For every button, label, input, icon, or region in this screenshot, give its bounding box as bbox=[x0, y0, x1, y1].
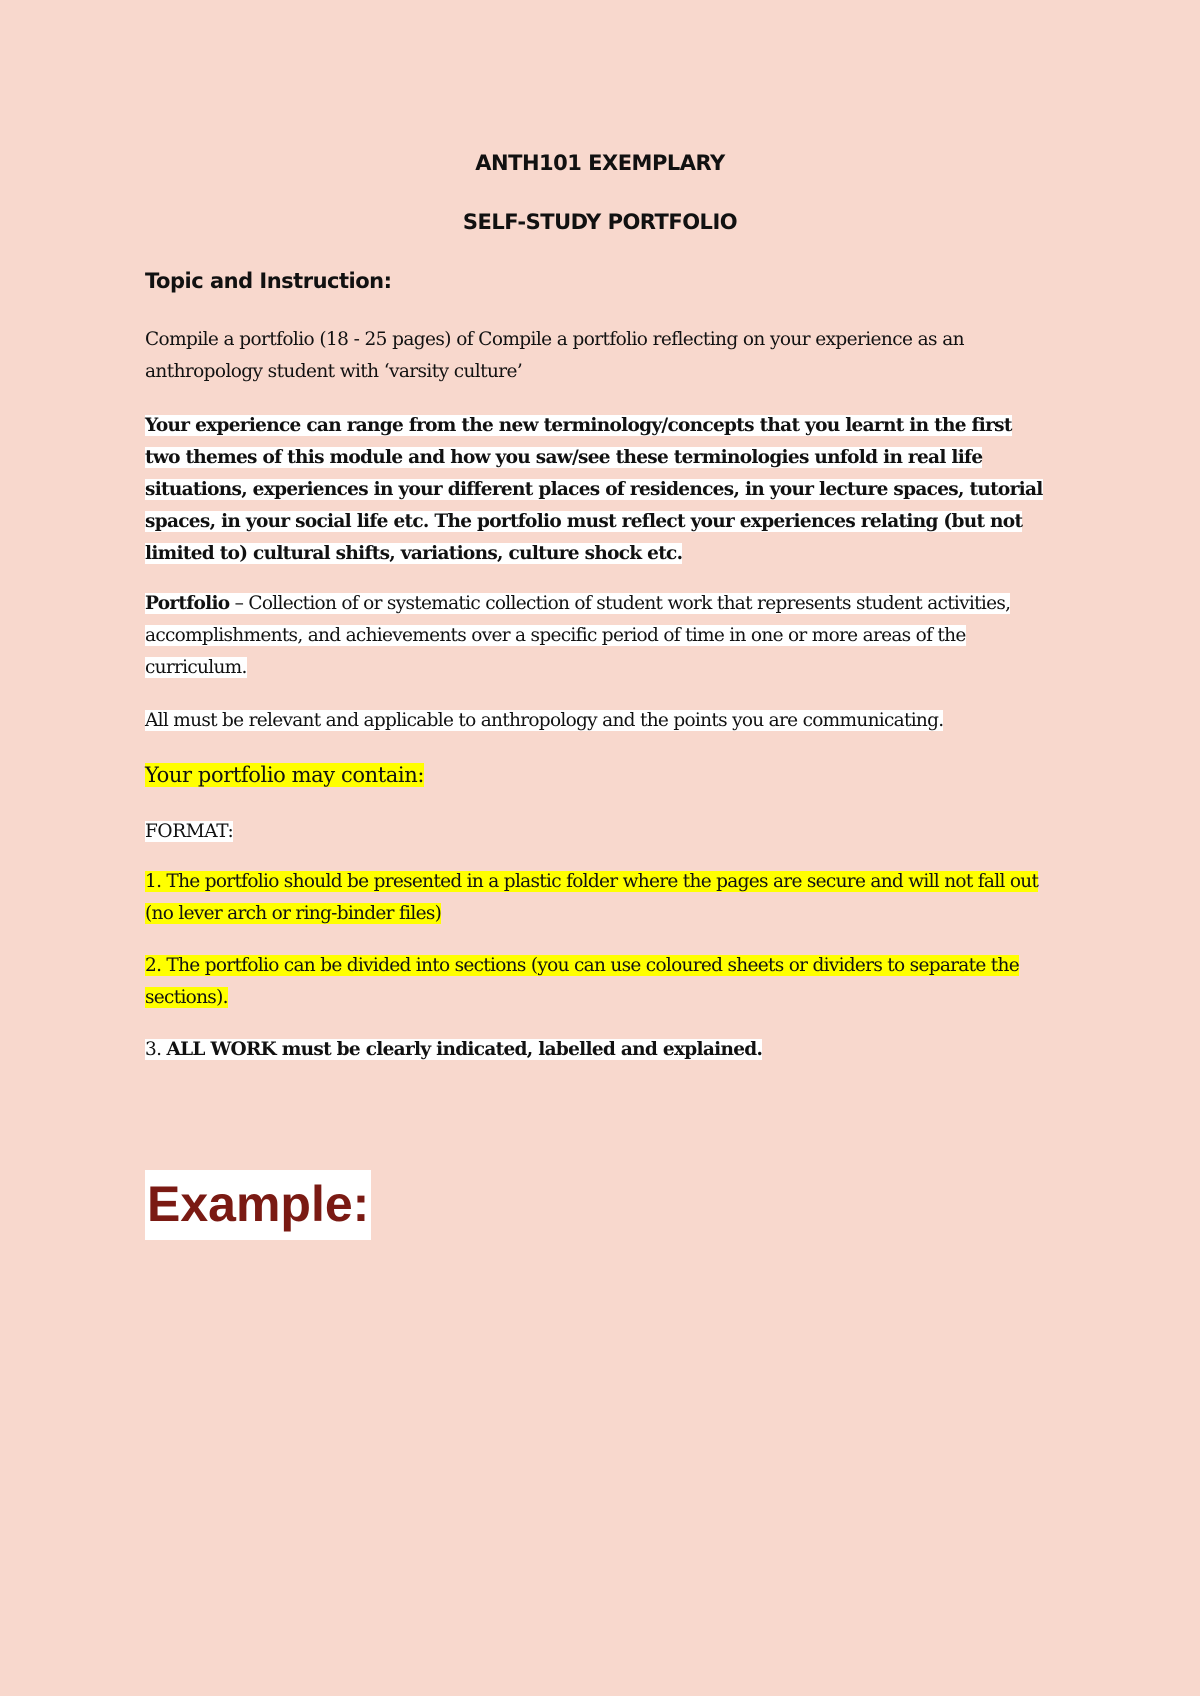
compile-text: Compile a portfolio (18 - 25 pages) of Compile a portfolio reflecting on your experience as an anthropology student with ‘varsity culture’ bbox=[145, 329, 964, 382]
format-item-3-text: ALL WORK must be clearly indicated, labelled and explained. bbox=[166, 1039, 763, 1060]
format-item-2 bbox=[145, 950, 1045, 1014]
document-title-line1: ANTH101 EXEMPLARY bbox=[475, 151, 725, 175]
relevant-paragraph bbox=[145, 705, 1045, 737]
may-contain-heading bbox=[145, 760, 1045, 790]
format-text: FORMAT: bbox=[145, 821, 234, 842]
may-contain-text: Your portfolio may contain: bbox=[145, 763, 425, 787]
format-item-2-text: 2. The portfolio can be divided into sections (you can use coloured sheets or dividers to separate the sections). bbox=[145, 955, 1019, 1008]
format-item-3-number: 3. bbox=[145, 1039, 167, 1060]
portfolio-term: Portfolio bbox=[145, 593, 230, 614]
topic-heading: Topic and Instruction: bbox=[145, 269, 392, 293]
format-item-3 bbox=[145, 1034, 1045, 1066]
portfolio-definition-paragraph bbox=[145, 588, 1045, 684]
experience-paragraph bbox=[145, 410, 1045, 570]
example-label: Example: bbox=[145, 1170, 371, 1240]
portfolio-definition: – Collection of or systematic collection of student work that represents student activities, accomplishments, and achievements over a specific period of time in one or more areas of the curriculum. bbox=[145, 593, 1011, 678]
compile-paragraph bbox=[145, 324, 1045, 388]
format-item-1-text: 1. The portfolio should be presented in a plastic folder where the pages are secure and will not fall out (no lever arch or ring-binder files) bbox=[145, 871, 1039, 924]
relevant-text: All must be relevant and applicable to anthropology and the points you are communicating. bbox=[145, 710, 944, 731]
experience-text: Your experience can range from the new terminology/concepts that you learnt in the first two themes of this module and how you saw/see these terminologies unfold in real life situations, experiences in your different places of residences, in your lecture spaces, tutorial spaces, in your social life etc. The portfolio must reflect your experiences relating (but not limited to) cultural shifts, variations, culture shock etc. bbox=[145, 415, 1043, 564]
document-title-line2: SELF-STUDY PORTFOLIO bbox=[462, 210, 738, 234]
format-item-1 bbox=[145, 866, 1045, 930]
format-label bbox=[145, 816, 1045, 848]
